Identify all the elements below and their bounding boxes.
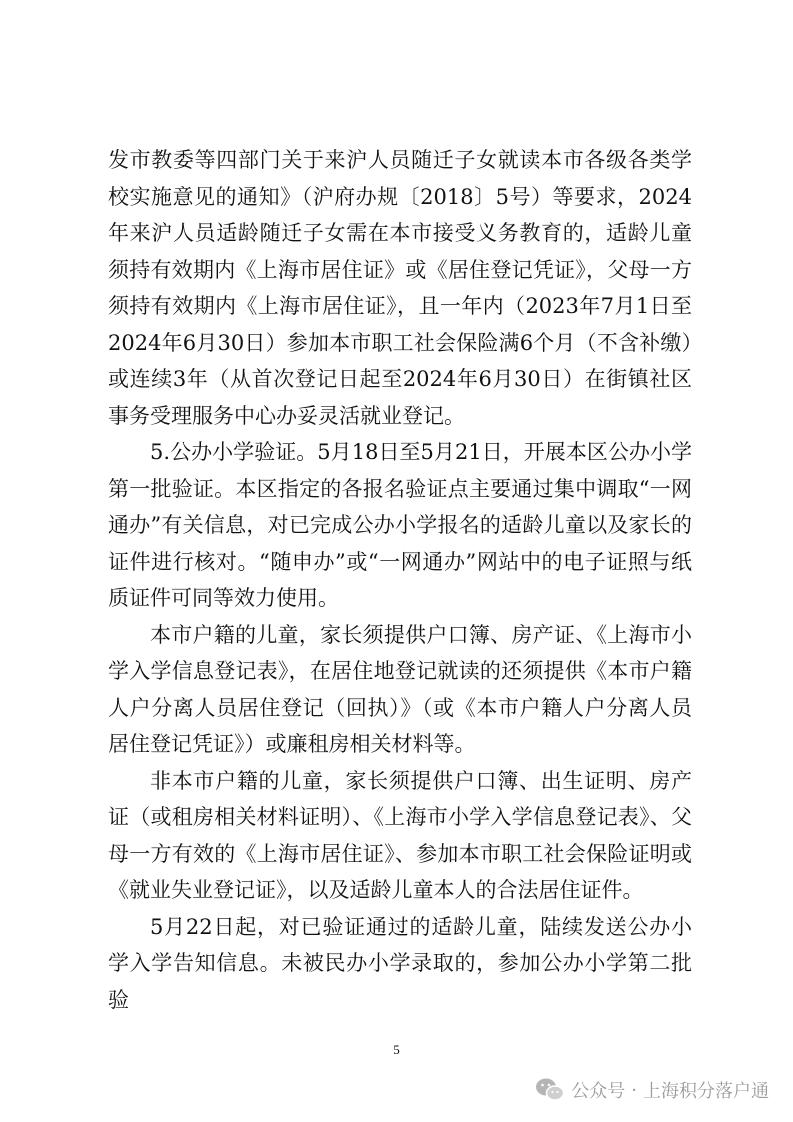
watermark <box>535 1074 769 1106</box>
paragraph-continuation: 发市教委等四部门关于来沪人员随迁子女就读本市各级各类学校实施意见的通知》（沪府办规〔2018〕5号）等要求，2024年来沪人员适龄随迁子女需在本市接受义务教育的，适龄儿童须持有效期内《上海市居住证》或《居住登记凭证》，父母一方须持有效期内《上海市居住证》，且一年内（2023年7月1日至2024年6月30日）参加本市职工社会保险满6个月（不含补缴）或连续3年（从首次登记日起至2024年6月30日）在街镇社区事务受理服务中心办妥灵活就业登记。 <box>108 148 692 428</box>
page-number: 5 <box>393 1042 400 1057</box>
watermark-account-name: 上海积分落户通 <box>643 1081 769 1102</box>
wechat-icon <box>535 1077 565 1103</box>
paragraph-non-local-hukou: 非本市户籍的儿童，家长须提供户口簿、出生证明、房产证（或租房相关材料证明）、《上海市小学入学信息登记表》、父母一方有效的《上海市居住证》、参加本市职工社会保险证明或《就业失业登记证》，以及适龄儿童本人的合法居住证件。 <box>108 768 692 902</box>
watermark-separator: · <box>631 1079 637 1101</box>
paragraph-notification: 5月22日起，对已验证通过的适龄儿童，陆续发送公办小学入学告知信息。未被民办小学录取的，参加公办小学第二批验 <box>108 914 692 1012</box>
watermark-prefix: 公众号 <box>571 1081 626 1102</box>
paragraph-verification: 5.公办小学验证。5月18日至5月21日，开展本区公办小学第一批验证。本区指定的各报名验证点主要通过集中调取“一网通办”有关信息，对已完成公办小学报名的适龄儿童以及家长的证件进行核对。“随申办”或“一网通办”网站中的电子证照与纸质证件可同等效力使用。 <box>108 440 692 610</box>
body-text <box>108 142 692 1018</box>
paragraph-local-hukou: 本市户籍的儿童，家长须提供户口簿、房产证、《上海市小学入学信息登记表》，在居住地登记就读的还须提供《本市户籍人户分离人员居住登记（回执）》（或《本市户籍人户分离人员居住登记凭证》）或廉租房相关材料等。 <box>108 622 692 756</box>
